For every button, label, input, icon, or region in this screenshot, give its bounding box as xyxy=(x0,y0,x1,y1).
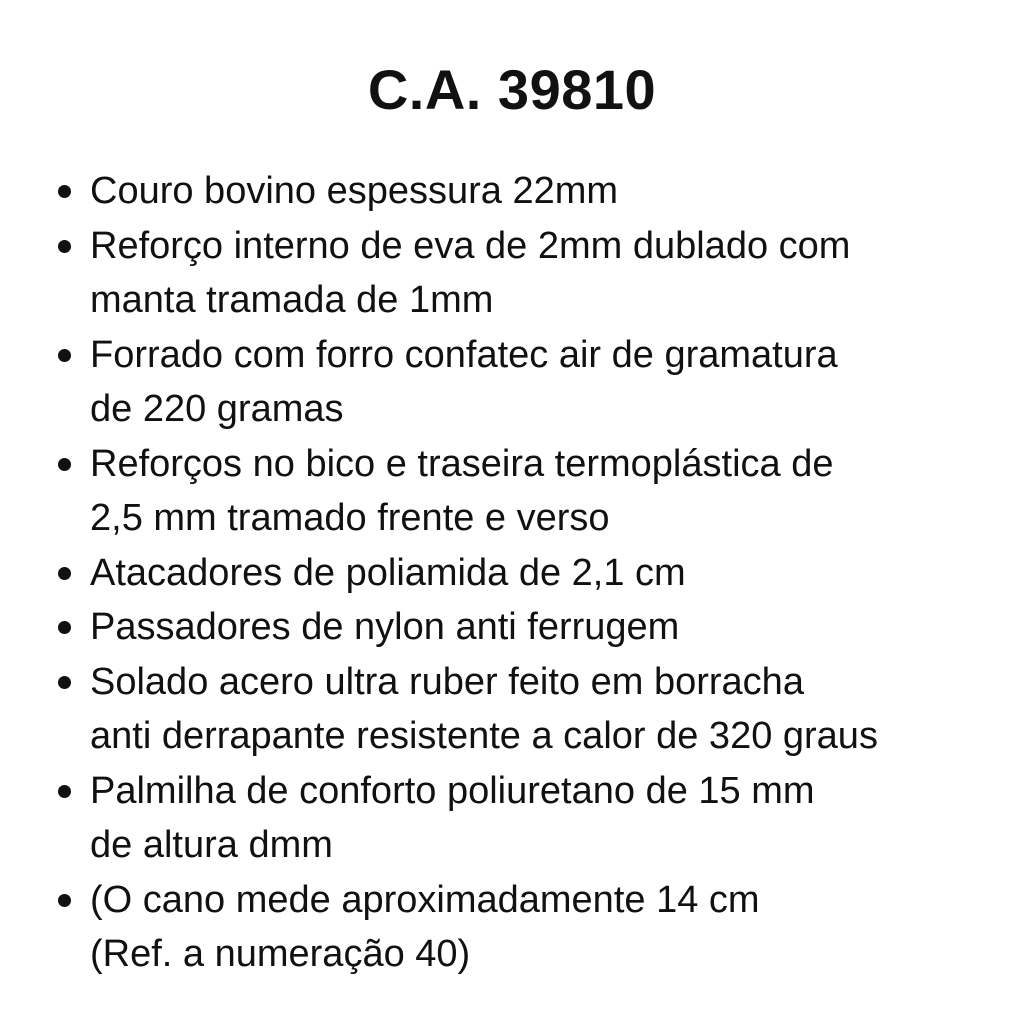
spec-line: Reforço interno de eva de 2mm dublado com xyxy=(90,224,851,267)
spec-line: Passadores de nylon anti ferrugem xyxy=(90,606,680,648)
spec-item-toe-heel-reinforcement xyxy=(58,437,988,546)
spec-item-internal-reinforcement xyxy=(58,219,988,328)
spec-line: (Ref. a numeração 40) xyxy=(90,933,471,975)
spec-item-lining xyxy=(58,328,988,437)
spec-item-eyelets xyxy=(58,600,988,655)
bullet-icon xyxy=(58,621,71,634)
bullet-icon xyxy=(58,185,71,198)
bullet-icon xyxy=(58,785,71,798)
bullet-icon xyxy=(58,894,71,907)
spec-line: Reforços no bico e traseira termoplástica de xyxy=(90,442,834,485)
document-title: C.A. 39810 xyxy=(367,58,657,121)
spec-line: manta tramada de 1mm xyxy=(90,279,494,321)
spec-list xyxy=(58,164,988,982)
spec-item-shaft-height xyxy=(58,873,988,982)
spec-item-leather xyxy=(58,164,988,219)
spec-line: anti derrapante resistente a calor de 320 graus xyxy=(90,715,878,757)
spec-line: 2,5 mm tramado frente e verso xyxy=(90,497,610,539)
spec-line: Solado acero ultra ruber feito em borracha xyxy=(90,660,804,703)
spec-line: Atacadores de poliamida de 2,1 cm xyxy=(90,551,686,594)
spec-line: de altura dmm xyxy=(90,824,333,866)
bullet-icon xyxy=(58,349,71,362)
spec-line: Forrado com forro confatec air de gramatura xyxy=(90,333,838,376)
spec-item-sole xyxy=(58,655,988,764)
spec-item-laces xyxy=(58,546,988,601)
spec-line: Palmilha de conforto poliuretano de 15 mm xyxy=(90,769,815,812)
spec-line: de 220 gramas xyxy=(90,388,344,430)
spec-item-insole xyxy=(58,764,988,873)
bullet-icon xyxy=(58,567,71,580)
spec-line: (O cano mede aproximadamente 14 cm xyxy=(90,878,760,921)
bullet-icon xyxy=(58,458,71,471)
spec-line: Couro bovino espessura 22mm xyxy=(90,170,619,212)
bullet-icon xyxy=(58,676,71,689)
bullet-icon xyxy=(58,240,71,253)
